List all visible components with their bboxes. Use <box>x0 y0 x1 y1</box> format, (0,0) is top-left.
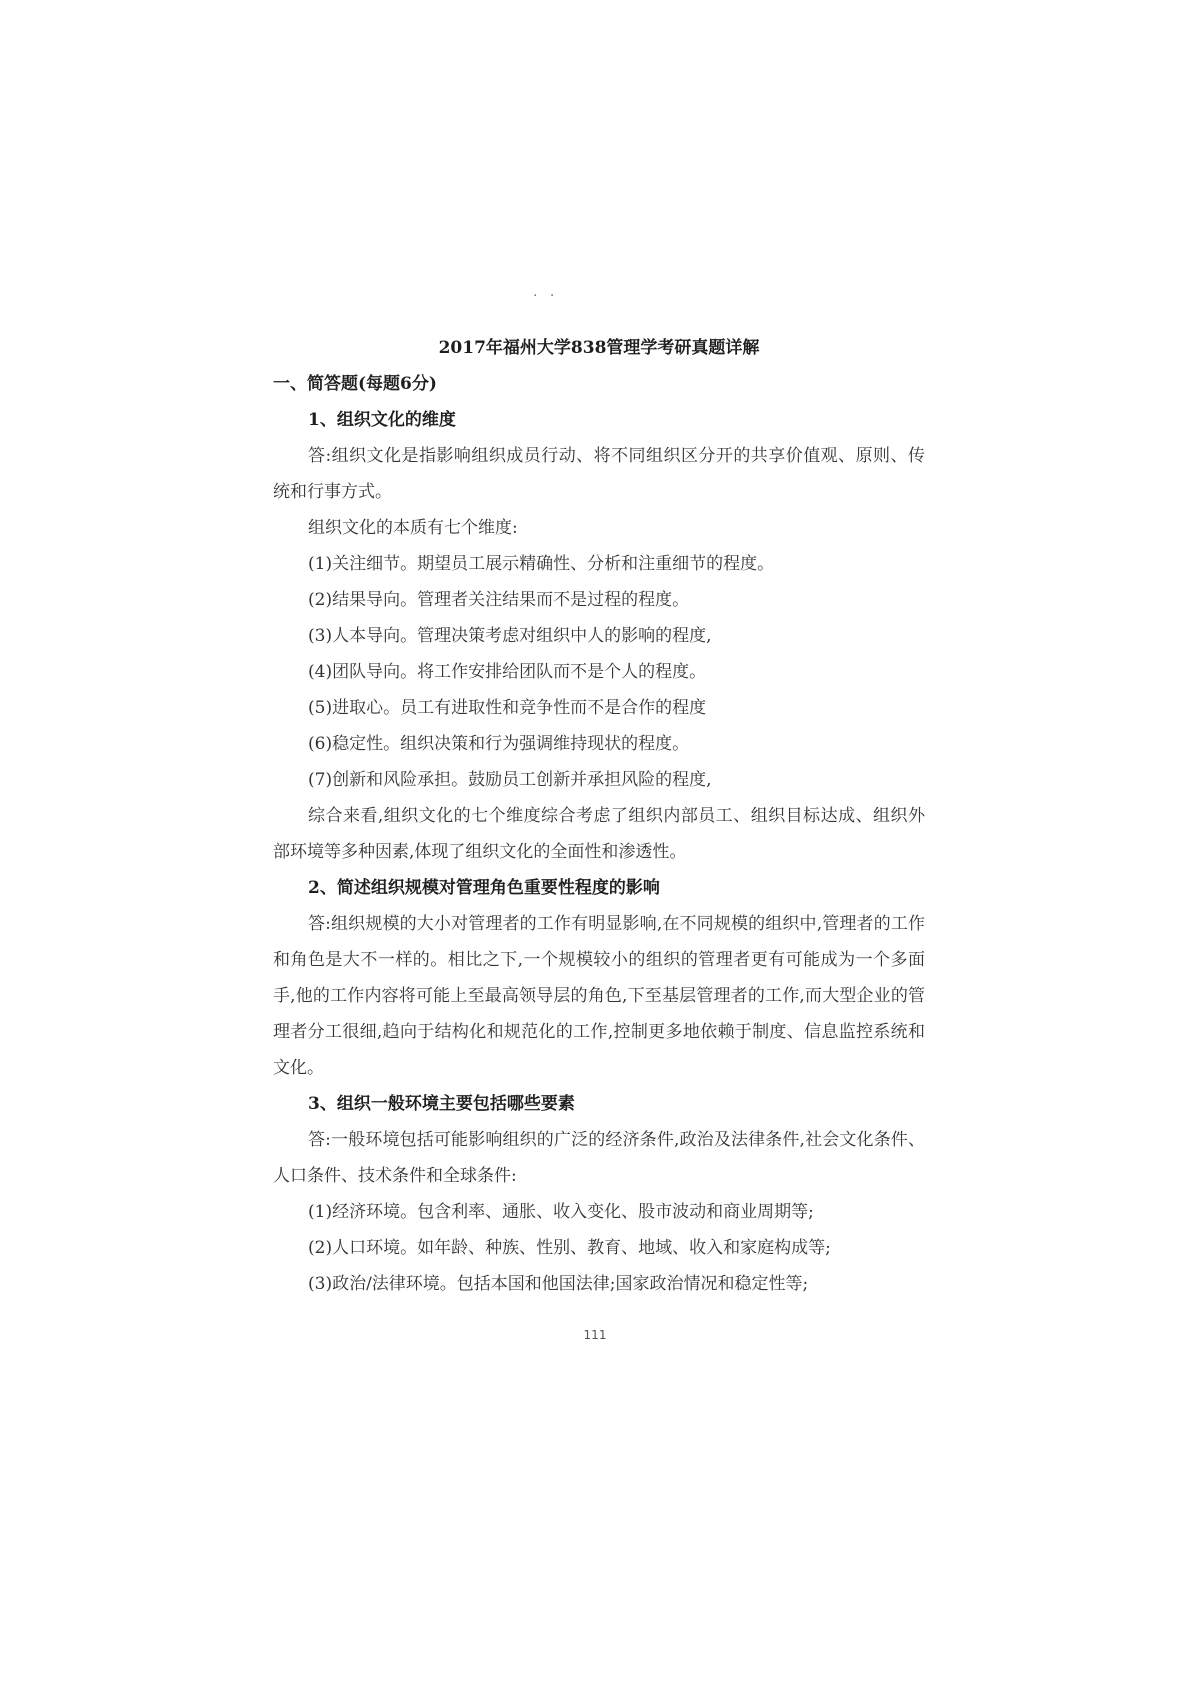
question-1-answer: 答:组织文化是指影响组织成员行动、将不同组织区分开的共享价值观、原则、传统和行事方式。 <box>273 446 925 502</box>
question-3-item-1: (1)经济环境。包含利率、通胀、收入变化、股市波动和商业周期等; <box>308 1202 814 1222</box>
question-2-heading: 2、简述组织规模对管理角色重要性程度的影响 <box>308 878 660 898</box>
question-1-heading: 1、组织文化的维度 <box>308 410 456 430</box>
question-3-heading: 3、组织一般环境主要包括哪些要素 <box>308 1094 575 1114</box>
question-1-intro: 组织文化的本质有七个维度: <box>308 518 518 538</box>
question-1-item-6: (6)稳定性。组织决策和行为强调维持现状的程度。 <box>308 734 690 754</box>
question-1-item-2: (2)结果导向。管理者关注结果而不是过程的程度。 <box>308 590 690 610</box>
question-1-item-4: (4)团队导向。将工作安排给团队而不是个人的程度。 <box>308 662 707 682</box>
question-3-item-2: (2)人口环境。如年龄、种族、性别、教育、地域、收入和家庭构成等; <box>308 1238 831 1258</box>
question-1-summary: 综合来看,组织文化的七个维度综合考虑了组织内部员工、组织目标达成、组织外部环境等多种因素,体现了组织文化的全面性和渗透性。 <box>273 806 925 862</box>
document-title: 2017年福州大学838管理学考研真题详解 <box>438 338 760 358</box>
question-1-item-1: (1)关注细节。期望员工展示精确性、分析和注重细节的程度。 <box>308 554 775 574</box>
page-number: 111 <box>583 1328 607 1342</box>
section-heading: 一、简答题(每题6分) <box>273 374 437 394</box>
question-3-item-3: (3)政治/法律环境。包括本国和他国法律;国家政治情况和稳定性等; <box>308 1274 809 1294</box>
content-body <box>273 330 925 1302</box>
question-3-answer: 答:一般环境包括可能影响组织的广泛的经济条件,政治及法律条件,社会文化条件、人口条件、技术条件和全球条件: <box>273 1130 925 1186</box>
question-1-item-7: (7)创新和风险承担。鼓励员工创新并承担风险的程度, <box>308 770 712 790</box>
question-1-item-5: (5)进取心。员工有进取性和竞争性而不是合作的程度 <box>308 698 707 718</box>
question-1-item-3: (3)人本导向。管理决策考虑对组织中人的影响的程度, <box>308 626 712 646</box>
top-marks: · · <box>533 288 559 304</box>
question-2-answer: 答:组织规模的大小对管理者的工作有明显影响,在不同规模的组织中,管理者的工作和角色是大不一样的。相比之下,一个规模较小的组织的管理者更有可能成为一个多面手,他的工作内容将可能上至最高领导层的角色,下至基层管理者的工作,而大型企业的管理者分工很细,趋向于结构化和规范化的工作,控制更多地依赖于制度、信息监控系统和文化。 <box>273 914 925 1078</box>
